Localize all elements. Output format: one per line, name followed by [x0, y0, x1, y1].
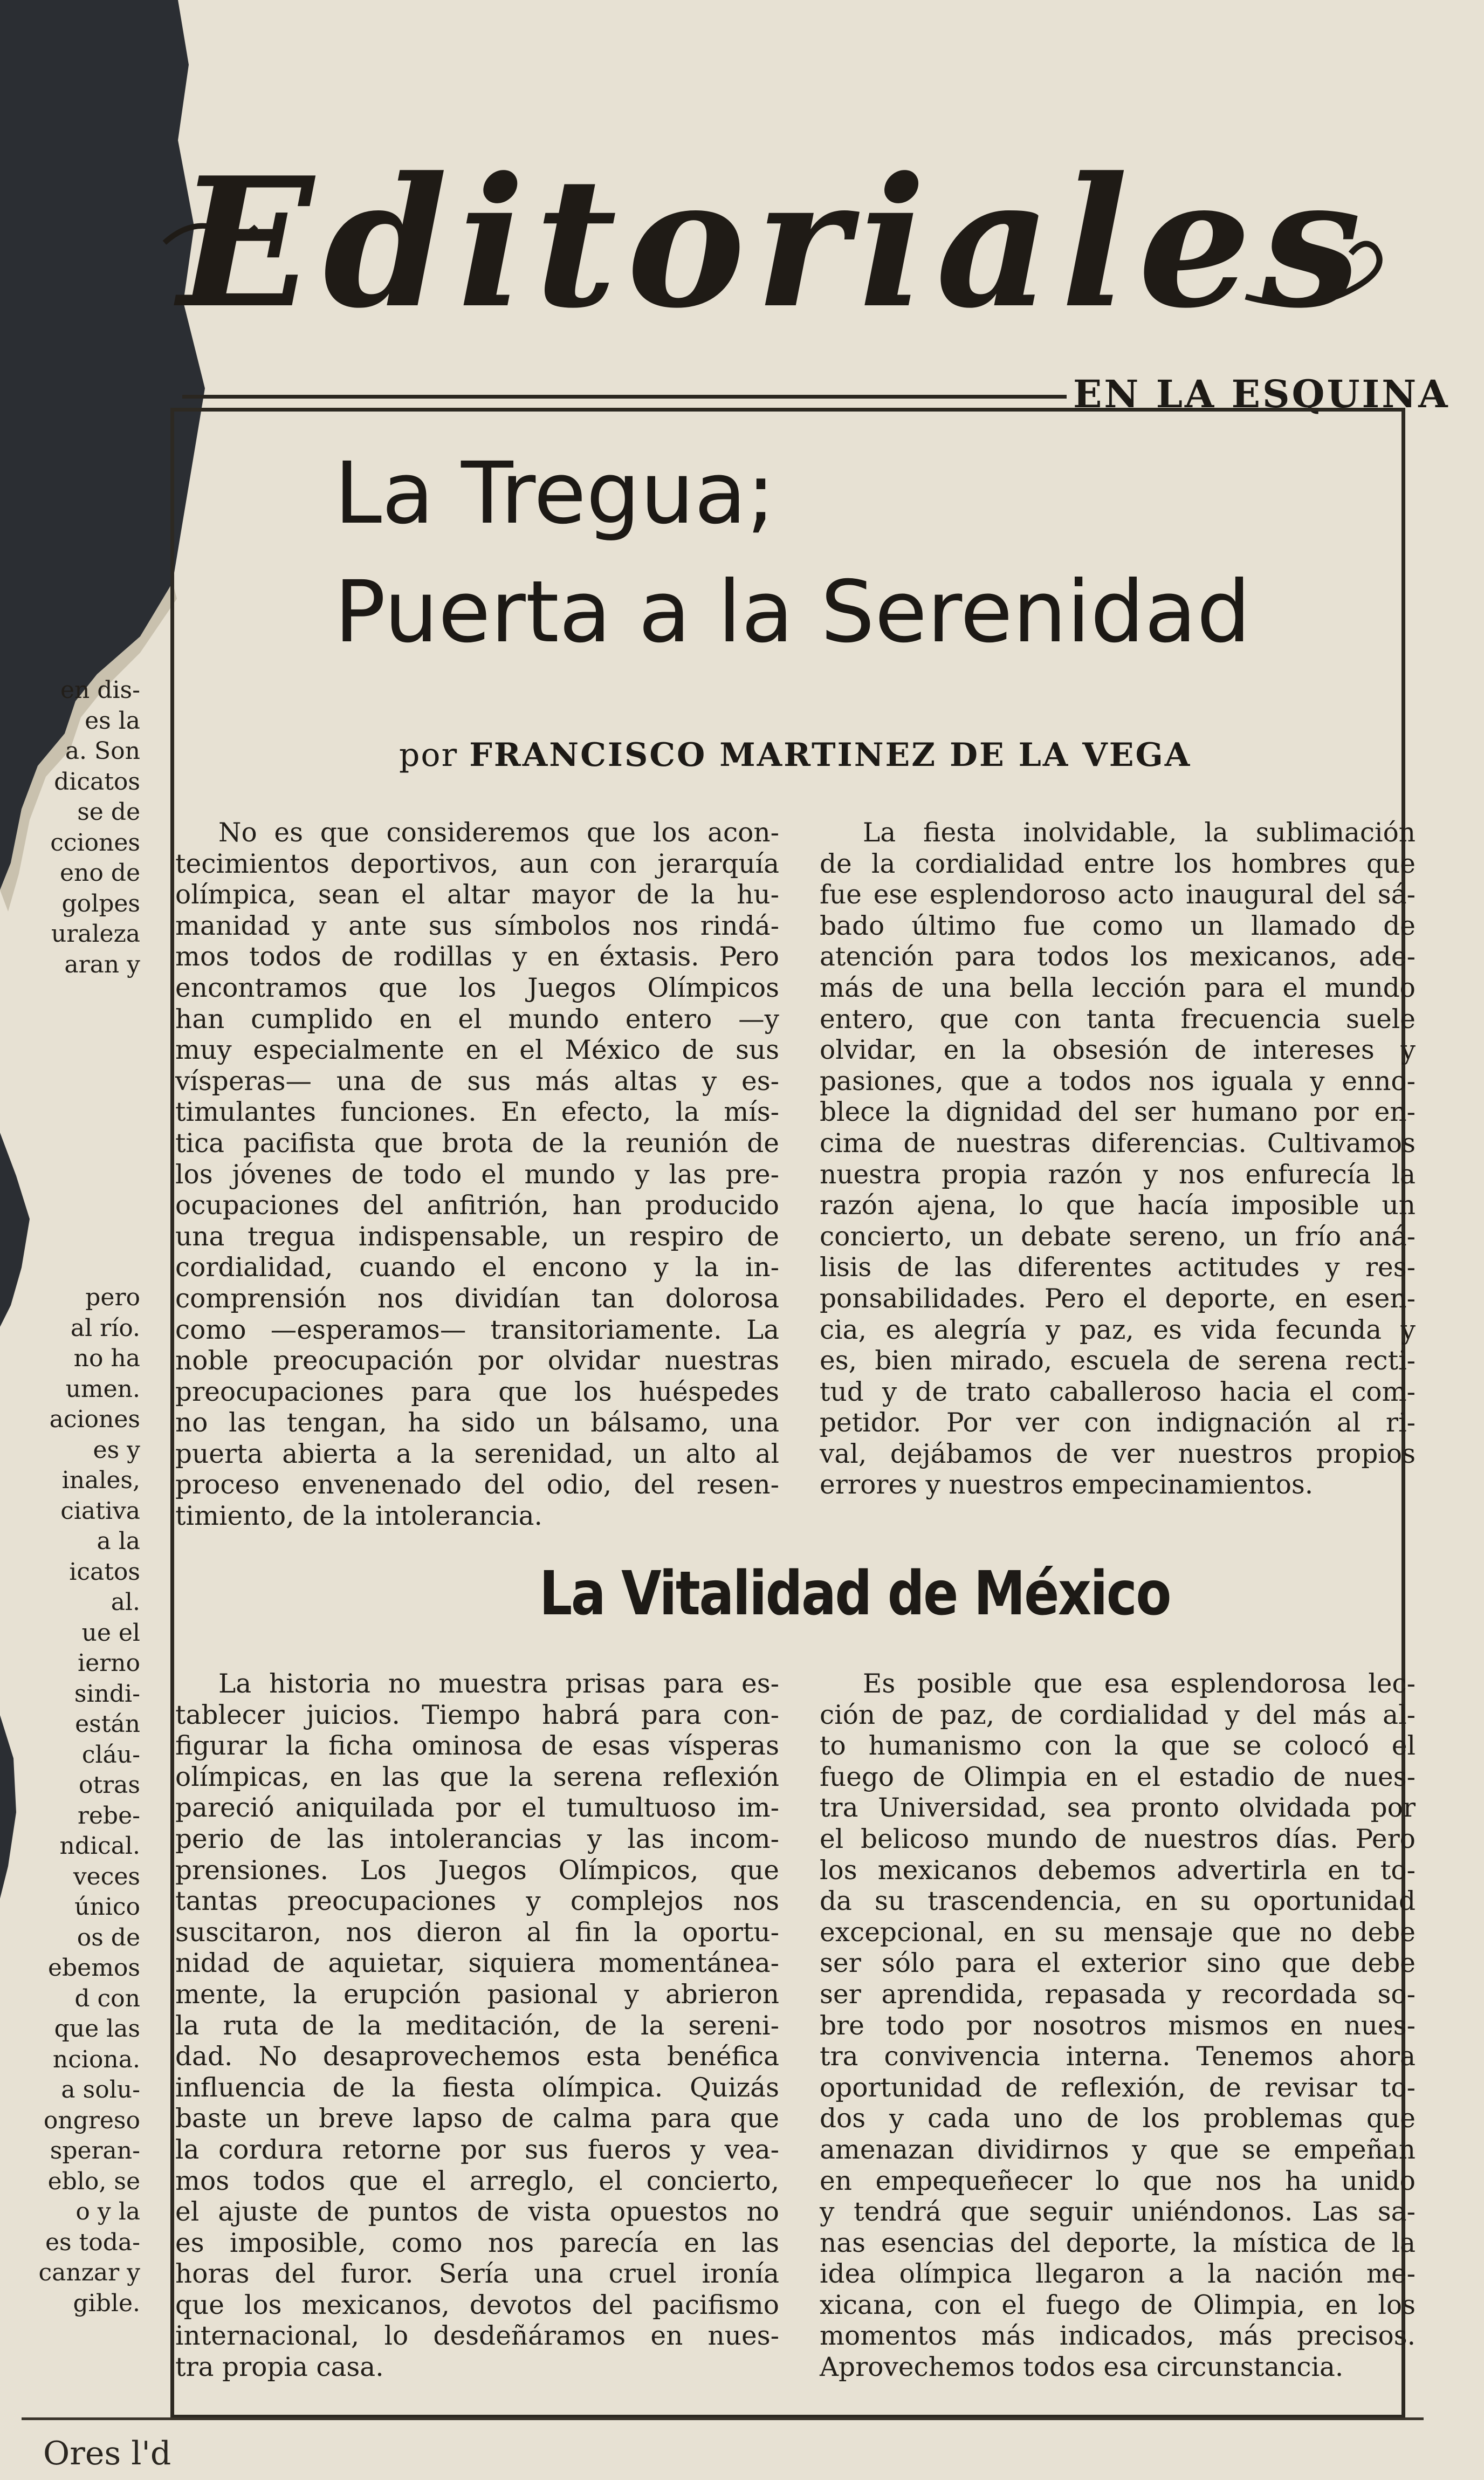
margin-column-upper [32, 675, 140, 980]
article2-left-line: figurar la ficha ominosa de esas vísperas [175, 1731, 779, 1762]
article2-left-line: tablecer juicios. Tiempo habrá para con- [175, 1700, 779, 1730]
article1-right-line: concierto, un debate sereno, un frío aná- [820, 1221, 1416, 1252]
margin-fragment-line: a la [97, 1527, 140, 1555]
section-rule [182, 395, 1067, 399]
article1-left-line: puerta abierta a la serenidad, un alto al [175, 1438, 779, 1469]
article2-right-line: ción de paz, de cordialidad y del más al- [820, 1700, 1416, 1730]
article1-left-line: tecimientos deportivos, aun con jerarquía [175, 848, 779, 879]
margin-fragment-line: ierno [78, 1649, 140, 1677]
margin-fragment-line: aciones [49, 1406, 140, 1433]
margin-fragment-line: ebemos [47, 1954, 140, 1982]
article1-left-line: tica pacifista que brota de la reunión de [175, 1128, 779, 1159]
article1-left-line: noble preocupación por olvidar nuestras [175, 1346, 779, 1376]
article2-right-line: tra convivencia interna. Tenemos ahora [820, 2041, 1416, 2072]
article2-left-line: mos todos que el arreglo, el concierto, [175, 2166, 779, 2196]
article2-right-line: oportunidad de reflexión, de revisar to- [820, 2072, 1416, 2103]
article2-right-line: da su trascendencia, en su oportunidad [820, 1886, 1416, 1917]
article2-left-line: la ruta de la meditación, de la sereni- [175, 2010, 779, 2041]
margin-fragment-line: es la [85, 707, 140, 735]
article1-left-line: manidad y ante sus símbolos nos rindá- [175, 910, 779, 941]
article2-left-column [175, 1669, 779, 2383]
byline-author: FRANCISCO MARTINEZ DE LA VEGA [469, 736, 1192, 774]
article2-right-line: amenazan dividirnos y que se empeñan [820, 2134, 1416, 2165]
margin-column-lower [32, 1283, 140, 2319]
margin-fragment-line: es y [93, 1436, 140, 1464]
margin-fragment-line: sindi- [74, 1680, 140, 1708]
article2-right-line: excepcional, en su mensaje que no debe [820, 1917, 1416, 1948]
margin-fragment-line: ongreso [43, 2106, 140, 2134]
margin-fragment-line: uraleza [51, 920, 140, 948]
article2-right-column [820, 1669, 1416, 2383]
margin-fragment-line: ue el [81, 1619, 140, 1647]
article1-right-line: cima de nuestras diferencias. Cultivamos [820, 1128, 1416, 1159]
article2-left-line: mente, la erupción pasional y abrieron [175, 1979, 779, 2010]
article1-right-line: tud y de trato caballeroso hacia el com- [820, 1376, 1416, 1407]
article2-right-line: ser sólo para el exterior sino que debe [820, 1948, 1416, 1979]
article2-left-line: dad. No desaprovechemos esta benéfica [175, 2041, 779, 2072]
article1-right-line: bado último fue como un llamado de [820, 910, 1416, 941]
article2-right-line: en empequeñecer lo que nos ha unido [820, 2166, 1416, 2196]
article2-right-line: ser aprendida, repasada y recordada so- [820, 1979, 1416, 2010]
margin-fragment-line: rebe- [77, 1801, 140, 1830]
article1-right-line: olvidar, en la obsesión de intereses y [820, 1035, 1416, 1066]
margin-fragment-line: ndical. [59, 1832, 140, 1860]
article2-left-line: es imposible, como nos parecía en las [175, 2228, 779, 2258]
article1-left-line: proceso envenenado del odio, del resen- [175, 1470, 779, 1501]
article1-right-line: atención para todos los mexicanos, ade- [820, 942, 1416, 972]
article1-right-line: de la cordialidad entre los hombres que [820, 848, 1416, 879]
article2-left-line: olímpicas, en las que la serena reflexión [175, 1762, 779, 1792]
article2-right-line: Aprovechemos todos esa circunstancia. [820, 2352, 1344, 2383]
margin-fragment-line: se de [77, 798, 140, 826]
article1-right-line: fue ese esplendoroso acto inaugural del sá- [820, 880, 1416, 910]
margin-fragment-line: gible. [73, 2289, 140, 2317]
margin-fragment-line: cciones [50, 828, 140, 857]
byline-prefix: por [399, 736, 458, 774]
article1-left-line: los jóvenes de todo el mundo y las pre- [175, 1159, 779, 1190]
margin-fragment-line: aran y [64, 950, 140, 978]
margin-fragment-line: cláu- [81, 1741, 140, 1769]
footer-fragment: Ores l'd [43, 2435, 171, 2472]
margin-fragment-line: speran- [50, 2137, 140, 2164]
margin-fragment-line: veces [73, 1862, 140, 1890]
article1-left-line: no las tengan, ha sido un bálsamo, una [175, 1408, 779, 1438]
article2-right-line: momentos más indicados, más precisos. [820, 2321, 1416, 2352]
margin-fragment-line: icatos [69, 1558, 140, 1586]
margin-fragment-line: umen. [65, 1375, 140, 1403]
margin-fragment-line: único [74, 1893, 140, 1921]
margin-fragment-line: están [75, 1710, 140, 1738]
article2-right-line: nas esencias del deporte, la mística de la [820, 2228, 1416, 2258]
margin-fragment-line: eno de [59, 859, 140, 887]
article2-right-line: el belicoso mundo de nuestros días. Pero [820, 1824, 1416, 1854]
margin-fragment-line: otras [78, 1771, 140, 1799]
margin-fragment-line: a. Son [65, 737, 140, 765]
article1-left-line: una tregua indispensable, un respiro de [175, 1221, 779, 1252]
headline-line-1: La Tregua; [334, 444, 775, 543]
article1-right-line: val, dejábamos de ver nuestros propios [820, 1438, 1416, 1469]
article1-left-line: No es que consideremos que los acon- [218, 818, 779, 848]
article2-left-line: el ajuste de puntos de vista opuestos no [175, 2197, 779, 2228]
article1-right-line: nuestra propia razón y nos enfurecía la [820, 1159, 1416, 1190]
article2-right-line: dos y cada uno de los problemas que [820, 2104, 1416, 2134]
margin-fragment-line: eblo, se [47, 2167, 140, 2195]
margin-fragment-line: al río. [70, 1314, 140, 1342]
section-label: EN LA ESQUINA [1073, 372, 1450, 416]
margin-fragment-line: en dis- [60, 676, 140, 704]
margin-fragment-line: a solu- [61, 2076, 140, 2104]
article1-left-line: mos todos de rodillas y en éxtasis. Pero [175, 942, 779, 972]
article1-right-line: lisis de las diferentes actitudes y res- [820, 1252, 1416, 1283]
article1-right-line: ponsabilidades. Pero el deporte, en esen- [820, 1283, 1416, 1314]
article1-right-line: razón ajena, lo que hacía imposible un [820, 1190, 1416, 1221]
article2-right-line: y tendrá que seguir uniéndonos. Las sa- [820, 2197, 1416, 2228]
article2-right-line: fuego de Olimpia en el estadio de nues- [820, 1762, 1416, 1792]
article2-right-line: to humanismo con la que se colocó el [820, 1731, 1416, 1762]
article1-right-line: errores y nuestros empecinamientos. [820, 1470, 1314, 1501]
article2-right-line: bre todo por nosotros mismos en nues- [820, 2010, 1416, 2041]
margin-fragment-line: pero [85, 1284, 140, 1311]
article1-right-line: es, bien mirado, escuela de serena recti- [820, 1346, 1416, 1376]
article2-left-line: La historia no muestra prisas para es- [218, 1669, 779, 1699]
article1-right-line: más de una bella lección para el mundo [820, 972, 1416, 1003]
article2-left-line: perio de las intolerancias y las incom- [175, 1824, 779, 1854]
article2-left-line: influencia de la fiesta olímpica. Quizás [175, 2072, 779, 2103]
article2-left-line: horas del furor. Sería una cruel ironía [175, 2259, 779, 2290]
margin-fragment-line: os de [77, 1923, 140, 1951]
article2-left-line: la cordura retorne por sus fueros y vea- [175, 2134, 779, 2165]
masthead-title: Editoriales [178, 138, 1371, 347]
article1-left-line: timiento, de la intolerancia. [175, 1501, 542, 1532]
article1-left-line: olímpica, sean el altar mayor de la hu- [175, 880, 779, 910]
article1-left-line: muy especialmente en el México de sus [175, 1035, 779, 1066]
margin-fragment-line: no ha [73, 1345, 140, 1372]
headline-line-2: Puerta a la Serenidad [334, 563, 1251, 662]
article1-right-line: blece la dignidad del ser humano por en- [820, 1097, 1416, 1128]
article1-right-line: La fiesta inolvidable, la sublimación [863, 818, 1416, 848]
article2-left-line: pareció aniquilada por el tumultuoso im- [175, 1793, 779, 1824]
article1-right-column [820, 818, 1416, 1501]
margin-fragment-line: que las [54, 2015, 140, 2043]
margin-fragment-line: es toda- [45, 2228, 140, 2256]
article1-left-line: cordialidad, cuando el encono y la in- [175, 1252, 779, 1283]
masthead-right-swash [1240, 232, 1413, 318]
article1-right-line: pasiones, que a todos nos iguala y enno- [820, 1066, 1416, 1097]
margin-fragment-line: ciativa [60, 1497, 140, 1525]
article2-left-line: que los mexicanos, devotos del pacifismo [175, 2290, 779, 2320]
subhead: La Vitalidad de México [539, 1559, 1170, 1629]
article2-left-line: nidad de aquietar, siquiera momentánea- [175, 1948, 779, 1979]
article2-right-line: los mexicanos debemos advertirla en to- [820, 1855, 1416, 1886]
footer-rule [22, 2417, 1424, 2420]
margin-fragment-line: canzar y [38, 2259, 140, 2286]
article1-right-line: petidor. Por ver con indignación al ri- [820, 1408, 1416, 1438]
margin-fragment-line: nciona. [52, 2045, 140, 2073]
article1-left-line: encontramos que los Juegos Olímpicos [175, 972, 779, 1003]
margin-fragment-line: d con [74, 1984, 140, 2012]
margin-fragment-line: o y la [75, 2198, 140, 2225]
article1-right-line: cia, es alegría y paz, es vida fecunda y [820, 1314, 1416, 1345]
article2-right-line: idea olímpica llegaron a la nación me- [820, 2259, 1416, 2290]
article1-left-line: han cumplido en el mundo entero —y [175, 1004, 779, 1035]
article1-left-line: ocupaciones del anfitrión, han producido [175, 1190, 779, 1221]
article2-right-line: xicana, con el fuego de Olimpia, en los [820, 2290, 1416, 2320]
article2-left-line: baste un breve lapso de calma para que [175, 2104, 779, 2134]
byline [399, 728, 1262, 782]
article2-left-line: internacional, lo desdeñáramos en nues- [175, 2321, 779, 2352]
margin-fragment-line: al. [111, 1588, 140, 1616]
article2-left-line: suscitaron, nos dieron al fin la oportu- [175, 1917, 779, 1948]
margin-fragment-line: dicatos [54, 768, 140, 796]
article2-left-line: tantas preocupaciones y complejos nos [175, 1886, 779, 1917]
article2-right-line: tra Universidad, sea pronto olvidada por [820, 1793, 1416, 1824]
article2-left-line: prensiones. Los Juegos Olímpicos, que [175, 1855, 779, 1886]
article1-left-line: timulantes funciones. En efecto, la mís- [175, 1097, 779, 1128]
article1-left-line: preocupaciones para que los huéspedes [175, 1376, 779, 1407]
article1-right-line: entero, que con tanta frecuencia suele [820, 1004, 1416, 1035]
article2-left-line: tra propia casa. [175, 2352, 384, 2383]
margin-fragment-line: inales, [61, 1467, 140, 1494]
article1-left-line: vísperas— una de sus más altas y es- [175, 1066, 779, 1097]
article1-left-line: como —esperamos— transitoriamente. La [175, 1314, 779, 1345]
article2-right-line: Es posible que esa esplendorosa lec- [863, 1669, 1416, 1699]
article1-left-column [175, 818, 779, 1532]
margin-fragment-line: golpes [61, 889, 140, 917]
article1-left-line: comprensión nos dividían tan dolorosa [175, 1283, 779, 1314]
